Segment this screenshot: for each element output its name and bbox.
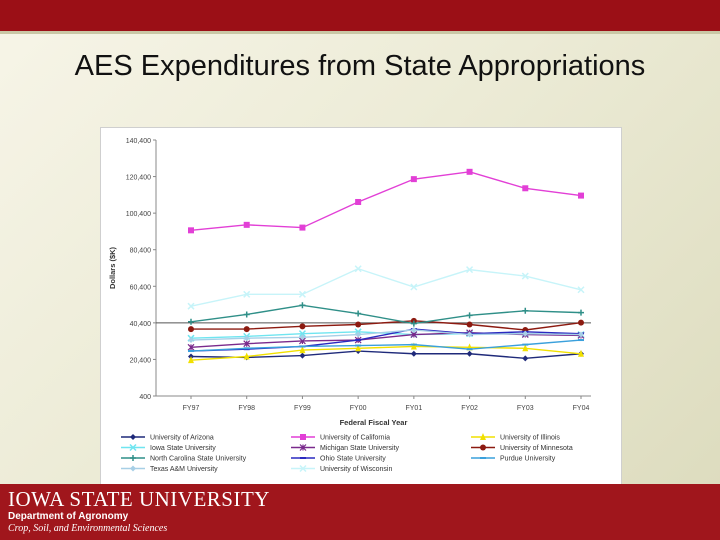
data-point xyxy=(355,322,361,328)
series-line xyxy=(191,269,581,306)
x-tick-label: FY03 xyxy=(516,405,534,412)
legend-swatch-marker xyxy=(480,445,486,451)
data-point xyxy=(355,311,361,317)
data-point xyxy=(188,319,194,325)
y-tick-label: 60,400 xyxy=(129,284,151,292)
legend-label: Michigan State University xyxy=(320,445,399,452)
legend-label: Ohio State University xyxy=(320,455,386,463)
y-tick-label: 140,400 xyxy=(125,138,151,145)
legend-swatch-marker xyxy=(130,466,136,472)
legend-label: Purdue University xyxy=(500,455,556,463)
data-point xyxy=(578,310,584,316)
data-point xyxy=(299,323,305,329)
data-point xyxy=(299,302,305,308)
chart-panel xyxy=(100,127,622,489)
y-tick-label: 120,400 xyxy=(125,174,151,182)
data-point xyxy=(411,351,417,357)
x-tick-label: FY99 xyxy=(294,405,311,412)
legend-label: University of Illinois xyxy=(500,434,560,442)
slide-title: AES Expenditures from State Appropriations xyxy=(74,50,646,82)
series-line xyxy=(191,172,581,231)
footer-university-name: IOWA STATE UNIVERSITY xyxy=(8,487,270,511)
y-axis-title: Dollars ($K) xyxy=(108,246,117,290)
data-point xyxy=(244,326,250,332)
legend-label: Texas A&M University xyxy=(150,466,218,473)
x-tick-label: FY02 xyxy=(461,405,478,412)
data-point xyxy=(188,227,194,233)
legend-swatch-marker xyxy=(130,455,136,461)
footer-subtitle: Crop, Soil, and Environmental Sciences xyxy=(8,523,168,534)
legend-label: Iowa State University xyxy=(150,445,216,452)
data-point xyxy=(467,322,473,328)
x-tick-label: FY01 xyxy=(405,405,423,412)
data-point xyxy=(467,169,473,175)
data-point xyxy=(522,355,528,361)
legend-label: University of Minnesota xyxy=(500,445,573,452)
data-point xyxy=(522,308,528,314)
data-point xyxy=(578,193,584,199)
legend-label: University of Wisconsin xyxy=(320,466,393,473)
data-point xyxy=(355,199,361,205)
data-point xyxy=(467,351,473,357)
data-point xyxy=(188,326,194,332)
data-point xyxy=(578,320,584,326)
line-chart xyxy=(101,128,621,488)
y-tick-label: 400 xyxy=(139,394,151,401)
legend-label: North Carolina State University xyxy=(150,455,247,463)
x-tick-label: FY00 xyxy=(349,405,367,412)
data-point xyxy=(411,176,417,182)
data-point xyxy=(244,311,250,317)
legend-swatch-marker xyxy=(130,434,136,440)
y-tick-label: 40,400 xyxy=(129,320,151,328)
data-point xyxy=(299,225,305,231)
y-tick-label: 100,400 xyxy=(125,211,151,219)
data-point xyxy=(244,222,250,228)
x-tick-label: FY97 xyxy=(182,405,200,412)
y-tick-label: 80,400 xyxy=(129,247,151,255)
legend-label: University of California xyxy=(320,434,391,442)
y-tick-label: 20,400 xyxy=(129,357,151,365)
x-tick-label: FY04 xyxy=(572,405,590,412)
header-bar xyxy=(0,0,720,31)
legend-swatch-marker xyxy=(300,434,306,440)
data-point xyxy=(522,185,528,191)
header-rule xyxy=(0,31,720,34)
footer-department: Department of Agronomy xyxy=(8,511,129,522)
data-point xyxy=(467,312,473,318)
x-tick-label: FY98 xyxy=(238,405,256,412)
legend-label: University of Arizona xyxy=(150,434,214,442)
x-axis-title: Federal Fiscal Year xyxy=(339,418,408,427)
data-point xyxy=(299,353,305,359)
